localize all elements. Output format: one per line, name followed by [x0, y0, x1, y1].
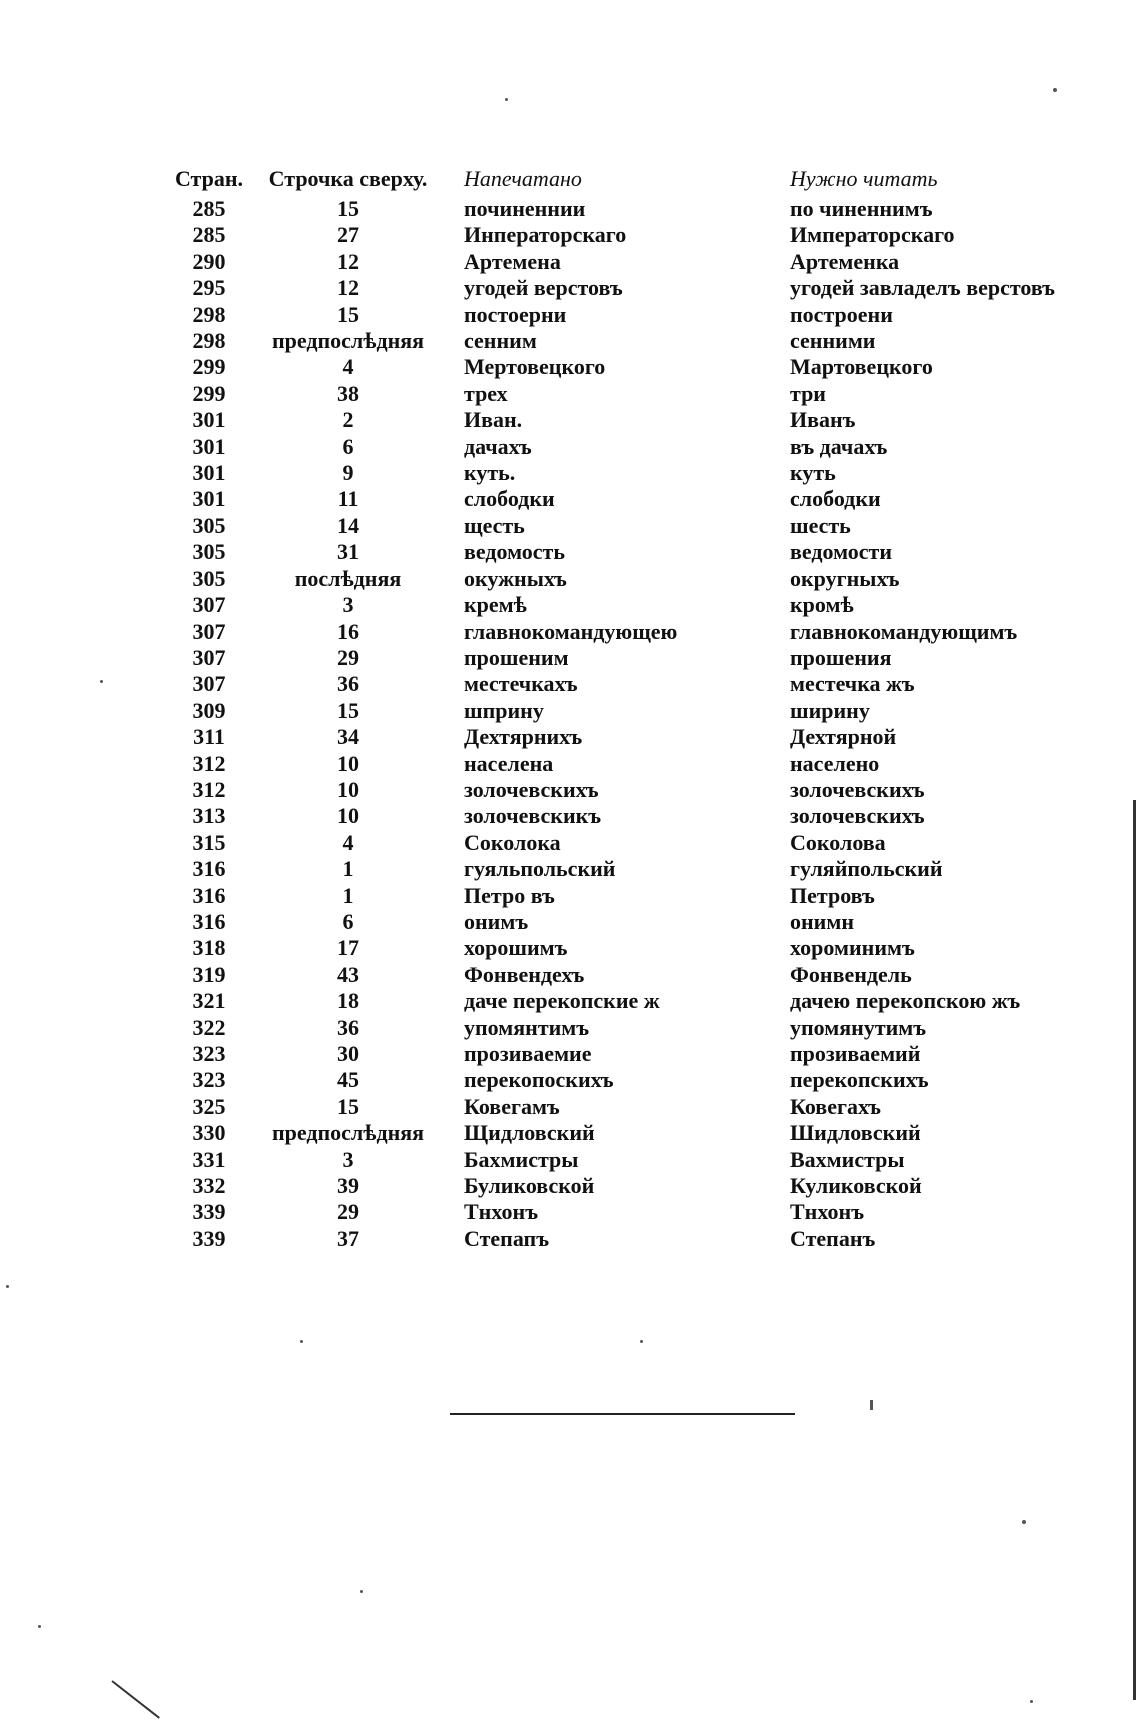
cell-page: 339 — [192, 1199, 226, 1225]
cell-correct: упомянутимъ — [790, 1014, 927, 1040]
cell-line: 17 — [337, 935, 359, 961]
errata-row — [170, 962, 1122, 988]
cell-printed: прошеним — [464, 644, 569, 670]
cell-printed: Фонвендехъ — [464, 961, 585, 987]
cell-line: 4 — [342, 829, 354, 855]
cell-correct: хороминимъ — [790, 935, 915, 961]
cell-correct: гуляйпольский — [790, 856, 943, 882]
cell-page: 307 — [192, 618, 226, 644]
errata-row — [170, 935, 1122, 961]
cell-correct: куть — [790, 460, 836, 486]
errata-row — [170, 407, 1122, 433]
cell-printed: трех — [464, 380, 508, 406]
errata-row — [170, 883, 1122, 909]
errata-row — [170, 671, 1122, 697]
cell-page: 331 — [192, 1146, 226, 1172]
cell-line: 4 — [342, 354, 354, 380]
cell-printed: починеннии — [464, 196, 586, 221]
errata-row — [170, 751, 1122, 777]
errata-table — [170, 162, 1122, 1252]
cell-line: 6 — [342, 433, 354, 459]
scan-speck — [100, 680, 103, 683]
cell-printed: упомянтимъ — [464, 1014, 590, 1040]
cell-page: 301 — [192, 407, 226, 433]
errata-row — [170, 539, 1122, 565]
cell-page: 332 — [192, 1173, 226, 1199]
cell-line: 30 — [337, 1041, 359, 1066]
cell-line: 39 — [337, 1173, 359, 1199]
errata-row — [170, 988, 1122, 1014]
scan-speck — [1030, 1700, 1033, 1703]
cell-page: 325 — [192, 1093, 226, 1119]
cell-correct: Мартовецкого — [790, 354, 933, 380]
cell-line: 12 — [337, 248, 359, 274]
cell-correct: Вахмистры — [790, 1146, 905, 1172]
errata-row — [170, 830, 1122, 856]
cell-correct: три — [790, 380, 826, 406]
cell-printed: перекопоскихъ — [464, 1067, 614, 1093]
cell-correct: Соколова — [790, 829, 886, 855]
cell-correct: построени — [790, 301, 893, 327]
cell-line: 29 — [337, 644, 359, 670]
cell-line: 36 — [337, 671, 359, 697]
errata-row — [170, 486, 1122, 512]
errata-row — [170, 328, 1122, 354]
cell-correct: прозиваемий — [790, 1041, 921, 1066]
cell-printed: Бахмистры — [464, 1146, 579, 1172]
cell-printed: прозиваемие — [464, 1041, 592, 1066]
errata-header-row — [170, 162, 1122, 196]
cell-page: 315 — [192, 829, 226, 855]
cell-page: 312 — [192, 750, 226, 776]
cell-correct: Тнхонъ — [790, 1199, 865, 1225]
errata-row — [170, 803, 1122, 829]
errata-row — [170, 698, 1122, 724]
errata-row — [170, 460, 1122, 486]
errata-row — [170, 381, 1122, 407]
cell-correct: Куликовской — [790, 1173, 922, 1199]
cell-page: 285 — [192, 222, 226, 248]
scan-speck — [505, 98, 508, 101]
errata-row — [170, 1147, 1122, 1173]
cell-correct: по чиненнимъ — [790, 196, 933, 221]
cell-correct: главнокомандующимъ — [790, 618, 1018, 644]
cell-printed: Петро въ — [464, 882, 555, 908]
cell-page: 301 — [192, 433, 226, 459]
closing-rule — [450, 1413, 795, 1415]
cell-line: 2 — [342, 407, 354, 433]
cell-page: 299 — [192, 354, 226, 380]
cell-page: 339 — [192, 1225, 226, 1251]
cell-page: 290 — [192, 248, 226, 274]
cell-correct: золочевскихъ — [790, 803, 925, 829]
cell-page: 316 — [192, 908, 226, 934]
cell-page: 319 — [192, 961, 226, 987]
scan-speck — [300, 1340, 303, 1343]
scan-scratch-mark — [111, 1680, 160, 1719]
cell-line: 10 — [337, 750, 359, 776]
cell-page: 316 — [192, 882, 226, 908]
cell-line: 15 — [337, 697, 359, 723]
errata-row — [170, 856, 1122, 882]
cell-correct: Шидловский — [790, 1120, 921, 1146]
errata-row — [170, 777, 1122, 803]
cell-line: 10 — [337, 803, 359, 829]
cell-correct: слободки — [790, 486, 881, 512]
cell-page: 298 — [192, 301, 226, 327]
scan-edge-mark — [1133, 800, 1136, 1700]
cell-printed: Иван. — [464, 407, 523, 433]
cell-correct: ширину — [790, 697, 870, 723]
cell-line: 31 — [337, 539, 359, 565]
cell-correct: Степанъ — [790, 1225, 876, 1251]
cell-line: 37 — [337, 1225, 359, 1251]
cell-printed: хорошимъ — [464, 935, 568, 961]
cell-printed: сенним — [464, 328, 537, 354]
cell-printed: Ковегамъ — [464, 1093, 560, 1119]
cell-page: 307 — [192, 592, 226, 618]
errata-row — [170, 592, 1122, 618]
cell-page: 312 — [192, 776, 226, 802]
cell-printed: окужныхъ — [464, 565, 567, 591]
cell-line: 15 — [337, 301, 359, 327]
errata-row — [170, 1015, 1122, 1041]
cell-line: 10 — [337, 776, 359, 802]
cell-page: 322 — [192, 1014, 226, 1040]
cell-correct: кромѣ — [790, 592, 854, 618]
cell-page: 321 — [192, 988, 226, 1014]
errata-row — [170, 1067, 1122, 1093]
cell-line: 15 — [337, 196, 359, 221]
errata-row — [170, 566, 1122, 592]
cell-correct: сенними — [790, 328, 876, 354]
scan-speck — [1022, 1520, 1026, 1524]
cell-printed: постоерни — [464, 301, 567, 327]
cell-printed: Дехтярнихъ — [464, 724, 583, 750]
cell-correct: местечка жъ — [790, 671, 915, 697]
cell-page: 305 — [192, 539, 226, 565]
cell-printed: угодей верстовъ — [464, 275, 623, 301]
cell-correct: онимн — [790, 908, 855, 934]
scan-speck — [640, 1340, 643, 1343]
cell-page: 323 — [192, 1041, 226, 1066]
cell-line: 18 — [337, 988, 359, 1014]
cell-line: 38 — [337, 380, 359, 406]
cell-line: 15 — [337, 1093, 359, 1119]
scan-speck — [1053, 88, 1057, 92]
cell-correct: округныхъ — [790, 565, 900, 591]
header-printed: Напечатано — [464, 166, 582, 191]
cell-line: 16 — [337, 618, 359, 644]
cell-line: предпослѣдняя — [271, 328, 425, 354]
header-page: Стран. — [174, 166, 244, 191]
cell-correct: Артеменка — [790, 248, 900, 274]
cell-line: 3 — [342, 592, 354, 618]
cell-page: 313 — [192, 803, 226, 829]
cell-correct — [774, 275, 1122, 301]
cell-printed: Инператорскаго — [464, 222, 627, 248]
cell-page: 305 — [192, 565, 226, 591]
cell-printed: Щидловский — [464, 1120, 595, 1146]
cell-printed: золочевскикъ — [464, 803, 602, 829]
errata-row — [170, 196, 1122, 222]
cell-correct: перекопскихъ — [790, 1067, 929, 1093]
cell-correct: прошения — [790, 644, 892, 670]
cell-printed: кремѣ — [464, 592, 527, 618]
errata-row — [170, 1120, 1122, 1146]
cell-line: 3 — [342, 1146, 354, 1172]
cell-line: 27 — [337, 222, 359, 248]
cell-correct: золочевскихъ — [790, 776, 925, 802]
cell-line: 14 — [337, 512, 359, 538]
scan-speck — [6, 1285, 9, 1288]
cell-correct: шесть — [790, 512, 851, 538]
cell-printed: золочевскихъ — [464, 776, 599, 802]
errata-row — [170, 1094, 1122, 1120]
errata-body — [170, 196, 1122, 1252]
cell-page: 311 — [193, 724, 225, 750]
cell-page: 301 — [192, 460, 226, 486]
cell-page: 285 — [192, 196, 226, 221]
cell-printed: Соколока — [464, 829, 561, 855]
cell-line: 34 — [337, 724, 359, 750]
cell-page: 301 — [192, 486, 226, 512]
cell-page: 309 — [192, 697, 226, 723]
errata-row — [170, 909, 1122, 935]
cell-printed: Степапъ — [464, 1225, 550, 1251]
cell-line: 1 — [342, 882, 354, 908]
cell-correct: Фонвендель — [790, 961, 912, 987]
errata-row — [170, 619, 1122, 645]
errata-row — [170, 249, 1122, 275]
cell-line: 43 — [337, 961, 359, 987]
cell-printed: Мертовецкого — [464, 354, 606, 380]
cell-page: 318 — [192, 935, 226, 961]
scan-speck — [360, 1590, 363, 1593]
cell-printed: куть. — [464, 460, 516, 486]
errata-row — [170, 1226, 1122, 1252]
cell-correct: Дехтярной — [790, 724, 897, 750]
cell-line: 29 — [337, 1199, 359, 1225]
cell-line: 36 — [337, 1014, 359, 1040]
errata-row — [170, 645, 1122, 671]
cell-line: 11 — [337, 486, 359, 512]
cell-line: 1 — [342, 856, 354, 882]
header-correct: Нужно читать — [790, 166, 938, 191]
cell-page: 307 — [192, 644, 226, 670]
cell-printed: даче перекопские ж — [464, 988, 660, 1014]
cell-printed: местечкахъ — [464, 671, 578, 697]
scan-speck — [38, 1625, 41, 1628]
errata-row — [170, 1173, 1122, 1199]
cell-page: 307 — [192, 671, 226, 697]
cell-line: 12 — [337, 275, 359, 301]
cell-page: 298 — [192, 328, 226, 354]
cell-line: 6 — [342, 908, 354, 934]
errata-row — [170, 513, 1122, 539]
cell-correct-text: угодей завладелъ верстовъ — [790, 275, 1055, 301]
cell-correct: населено — [790, 750, 880, 776]
cell-correct: въ дачахъ — [790, 433, 888, 459]
cell-printed: населена — [464, 750, 554, 776]
errata-row — [170, 354, 1122, 380]
cell-printed: Буликовской — [464, 1173, 595, 1199]
cell-printed: шприну — [464, 697, 544, 723]
cell-printed: Артемена — [464, 248, 561, 274]
cell-line: послѣдняя — [294, 565, 402, 591]
cell-page: 323 — [192, 1067, 226, 1093]
cell-printed: Тнхонъ — [464, 1199, 539, 1225]
cell-page: 330 — [192, 1120, 226, 1146]
cell-printed: щесть — [464, 512, 525, 538]
errata-row — [170, 1041, 1122, 1067]
cell-page: 305 — [192, 512, 226, 538]
cell-printed: дачахъ — [464, 433, 532, 459]
header-line: Строчка сверху. — [268, 166, 428, 191]
errata-row — [170, 302, 1122, 328]
cell-correct: Петровъ — [790, 882, 875, 908]
scan-speck — [870, 1400, 873, 1410]
cell-line: 9 — [342, 460, 354, 486]
cell-printed: главнокомандующею — [464, 618, 678, 644]
cell-line: 45 — [337, 1067, 359, 1093]
cell-correct: Ковегахъ — [790, 1093, 881, 1119]
errata-row — [170, 724, 1122, 750]
cell-printed: ведомость — [464, 539, 565, 565]
cell-printed: онимъ — [464, 908, 529, 934]
errata-row — [170, 1199, 1122, 1225]
cell-correct: Императорскаго — [790, 222, 955, 248]
cell-printed: слободки — [464, 486, 555, 512]
cell-printed: гуяльпольский — [464, 856, 616, 882]
cell-page: 299 — [192, 380, 226, 406]
cell-correct: ведомости — [790, 539, 893, 565]
cell-page: 295 — [192, 275, 226, 301]
errata-row — [170, 434, 1122, 460]
cell-line: предпослѣдняя — [271, 1120, 425, 1146]
cell-page: 316 — [192, 856, 226, 882]
cell-correct: дачею перекопскою жъ — [790, 988, 1021, 1014]
cell-correct: Иванъ — [790, 407, 856, 433]
errata-row — [170, 275, 1122, 301]
errata-row — [170, 222, 1122, 248]
